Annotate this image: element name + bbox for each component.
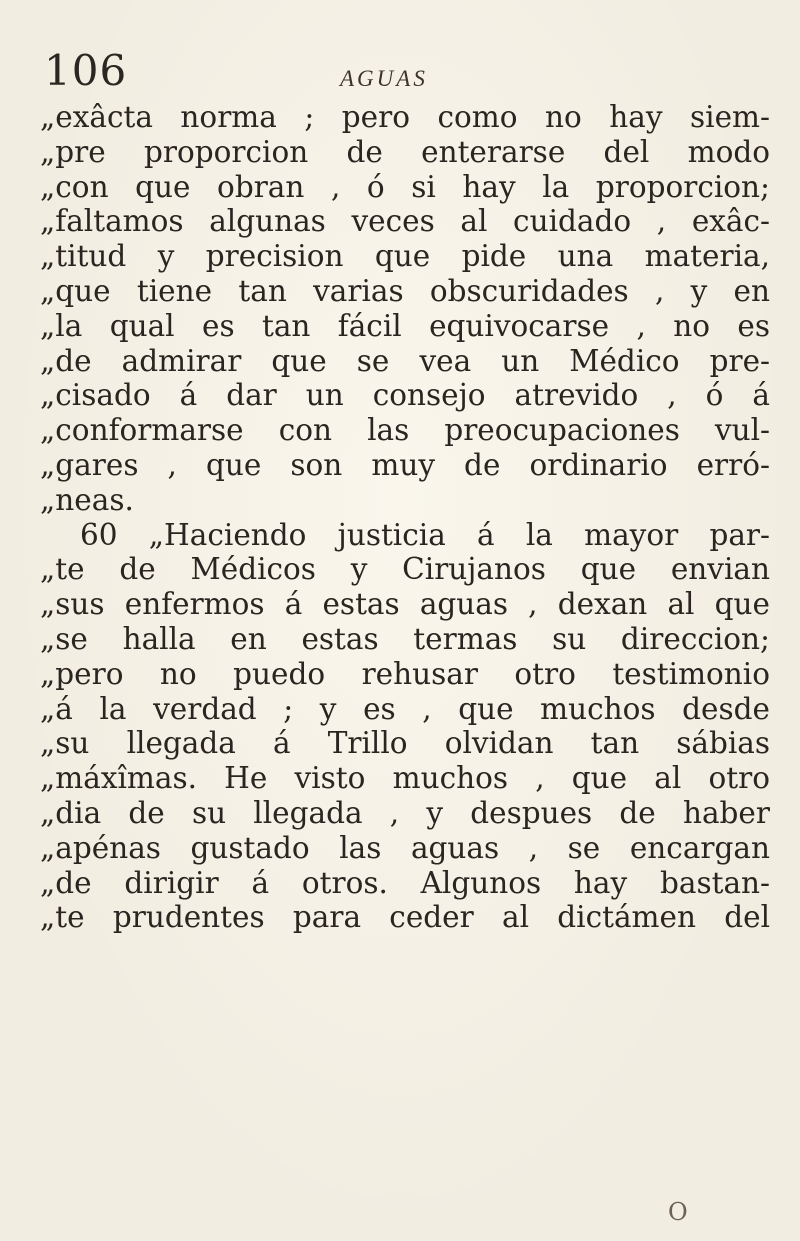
text-line: „pre proporcion de enterarse del modo: [40, 134, 770, 169]
text-line: „gares , que son muy de ordinario erró-: [40, 447, 770, 482]
text-line: „la qual es tan fácil equivocarse , no es: [40, 308, 770, 343]
text-line: „apénas gustado las aguas , se encargan: [40, 830, 770, 865]
text-line: „cisado á dar un consejo atrevido , ó á: [40, 378, 770, 413]
text-line: „exâcta norma ; pero como no hay siem-: [40, 100, 770, 134]
text-line: „conformarse con las preocupaciones vul-: [40, 413, 770, 448]
page-number: 106: [44, 46, 128, 95]
text-line: „máxîmas. He visto muchos , que al otro: [40, 761, 770, 796]
text-line: „te de Médicos y Cirujanos que envian: [40, 552, 770, 587]
text-line: „que tiene tan varias obscuridades , y en: [40, 273, 770, 308]
text-line: „de dirigir á otros. Algunos hay bastan-: [40, 865, 770, 900]
text-line: „faltamos algunas veces al cuidado , exâc-: [40, 204, 770, 239]
text-line: „se halla en estas termas su direccion;: [40, 621, 770, 656]
text-line: „titud y precision que pide una materia,: [40, 239, 770, 274]
text-line: „con que obran , ó si hay la proporcion;: [40, 169, 770, 204]
text-line: „dia de su llegada , y despues de haber: [40, 795, 770, 830]
text-line: „sus enfermos á estas aguas , dexan al que: [40, 587, 770, 622]
catchword: O: [668, 1198, 688, 1226]
text-line: „á la verdad ; y es , que muchos desde: [40, 691, 770, 726]
text-line: „pero no puedo rehusar otro testimonio: [40, 656, 770, 691]
running-head: AGUAS: [340, 66, 428, 91]
text-line: „de admirar que se vea un Médico pre-: [40, 343, 770, 378]
paragraph-start-line: 60 „Haciendo justicia á la mayor par-: [80, 517, 770, 552]
body-text: [40, 100, 770, 935]
text-line: „te prudentes para ceder al dictámen del: [40, 900, 770, 935]
text-line: „su llegada á Trillo olvidan tan sábias: [40, 726, 770, 761]
page-header: [0, 32, 800, 95]
text-line: „neas.: [40, 482, 134, 517]
